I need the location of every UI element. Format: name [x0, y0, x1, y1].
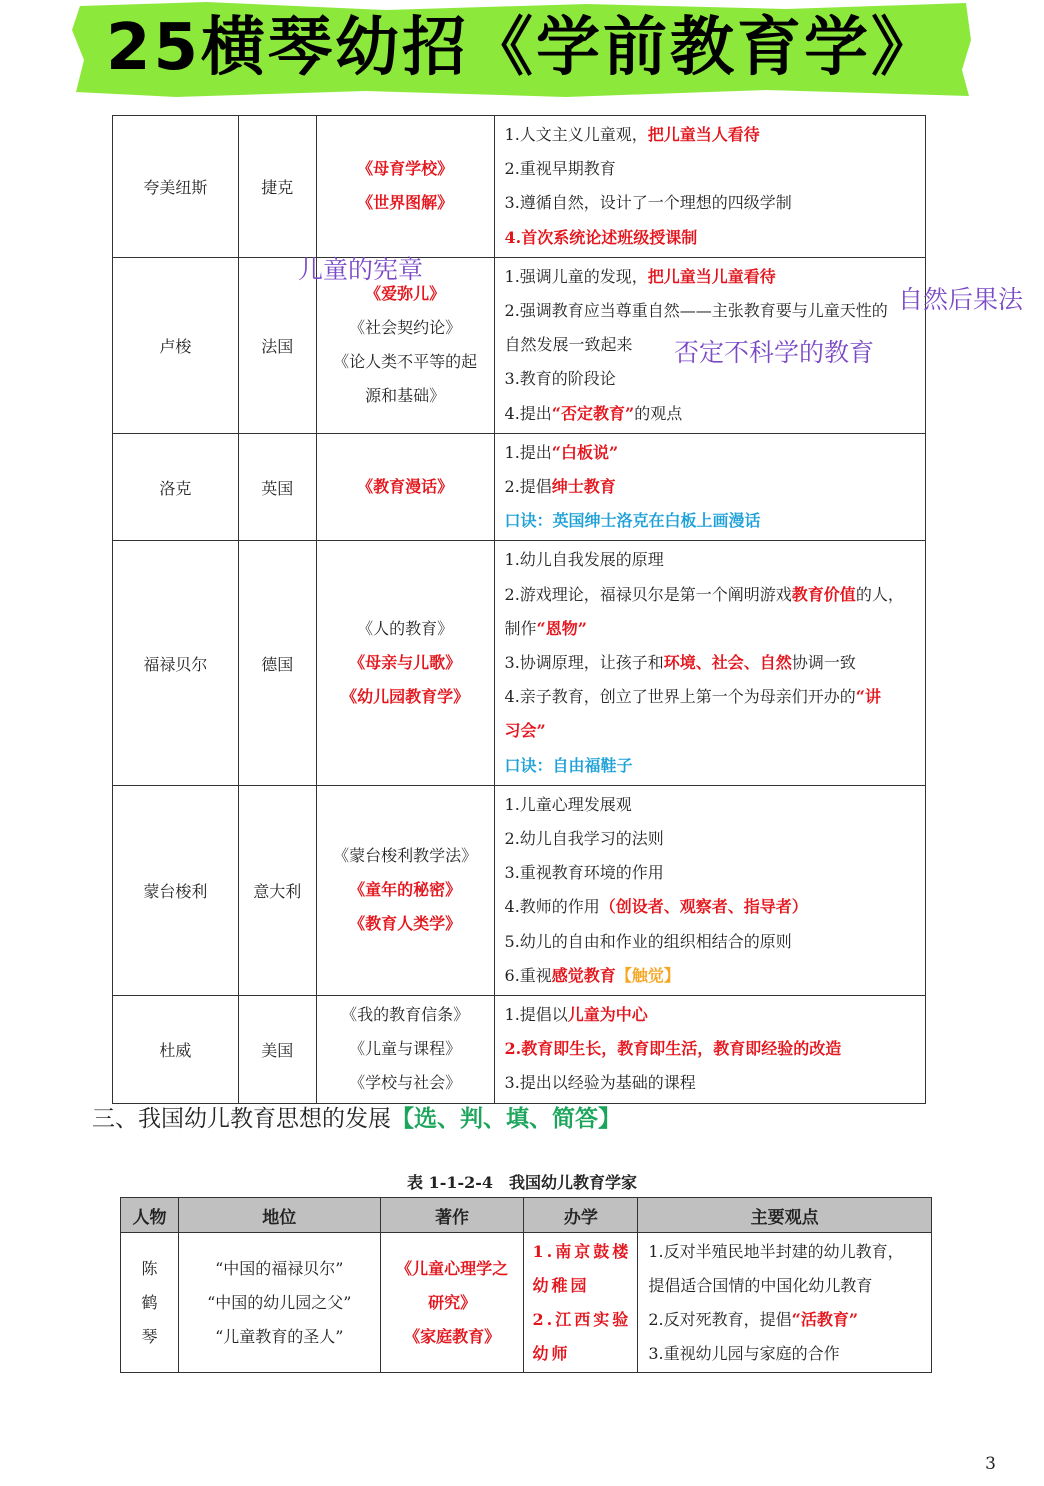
- educator-works: [316, 785, 494, 995]
- chinese-educators-table: [120, 1197, 932, 1373]
- point-line: [505, 822, 915, 856]
- educator-country: 意大利: [238, 785, 316, 995]
- educator-country: 捷克: [238, 116, 316, 258]
- point-line: [505, 470, 915, 504]
- point-text: 4.亲子教育，创立了世界上第一个为母亲们开办的: [504, 687, 856, 707]
- table-row: [113, 785, 926, 995]
- section-heading-tags: 【选、判、填、简答】: [391, 1106, 621, 1132]
- work-title: 《蒙台梭利教学法》: [333, 846, 478, 866]
- educator-points: [494, 116, 925, 258]
- table-row: [113, 996, 926, 1104]
- point-line: [505, 436, 915, 470]
- educator-name: 杜威: [113, 996, 239, 1104]
- work-line: 《儿童心理学之: [396, 1258, 509, 1278]
- school-line: 2.江西实验: [532, 1309, 632, 1329]
- point-line: [505, 856, 915, 890]
- highlight-text: “讲: [855, 687, 882, 707]
- highlight-text: 口诀：自由福鞋子: [504, 755, 633, 775]
- point-text: 1.强调儿童的发现，: [504, 266, 648, 286]
- point-text: 2.游戏理论，福禄贝尔是第一个阐明游戏: [504, 584, 792, 604]
- point-text: 3.提出以经验为基础的课程: [504, 1073, 696, 1093]
- highlight-text: 【触觉】: [615, 965, 680, 985]
- educator-works: [316, 996, 494, 1104]
- point-text: 2.反对死教育，提倡: [648, 1309, 792, 1329]
- educator-name: 卢梭: [113, 257, 239, 433]
- point-text: 3.教育的阶段论: [504, 369, 616, 389]
- work-title: 《社会契约论》: [349, 318, 462, 338]
- status-line: “中国的福禄贝尔”: [215, 1258, 344, 1278]
- point-text: 1.提出: [504, 442, 552, 462]
- header-person: 人物: [121, 1198, 179, 1233]
- work-title: 《爱弥儿》: [365, 284, 446, 304]
- point-text: 的人，: [855, 584, 904, 604]
- point-text: 3.协调原理，让孩子和: [504, 653, 664, 673]
- point-line: [505, 186, 915, 220]
- point-text: 自然发展一致起来: [504, 335, 633, 355]
- educator-country: 法国: [238, 257, 316, 433]
- point-text: 3.遵循自然，设计了一个理想的四级学制: [504, 193, 792, 213]
- point-line: [505, 890, 915, 924]
- school-line: 幼师: [532, 1343, 571, 1363]
- point-line: [505, 578, 915, 612]
- work-title: 《论人类不平等的起: [333, 352, 478, 372]
- schools-cell: [524, 1233, 638, 1373]
- point-text: 提倡适合国情的中国化幼儿教育: [648, 1275, 873, 1295]
- educator-country: 英国: [238, 433, 316, 541]
- highlight-text: “恩物”: [536, 618, 587, 638]
- point-text: 3.重视幼儿园与家庭的合作: [648, 1343, 840, 1363]
- annotation-natural-consequence: 自然后果法: [898, 285, 1024, 314]
- point-text: 1.人文主义儿童观，: [504, 125, 648, 144]
- highlight-text: “否定教育”: [551, 403, 635, 423]
- point-line: [505, 680, 915, 714]
- point-text: 制作: [504, 618, 537, 638]
- highlight-text: 2.教育即生长，教育即生活，教育即经验的改造: [504, 1039, 842, 1059]
- educator-works: [316, 433, 494, 541]
- page-number: 3: [985, 1454, 996, 1474]
- work-title: 源和基础》: [365, 386, 446, 406]
- work-title: 《幼儿园教育学》: [341, 687, 470, 707]
- table-header-row: [121, 1198, 932, 1233]
- point-line: [505, 543, 915, 577]
- person-name-cell: [121, 1233, 179, 1373]
- highlight-text: 儿童为中心: [567, 1005, 648, 1025]
- educator-name: 蒙台梭利: [113, 785, 239, 995]
- point-line: [505, 1066, 915, 1100]
- point-line: [648, 1303, 931, 1337]
- educator-name: 福禄贝尔: [113, 541, 239, 785]
- work-title: 《学校与社会》: [349, 1073, 462, 1093]
- status-cell: [178, 1233, 380, 1373]
- name-char: 琴: [141, 1326, 158, 1346]
- educator-country: 美国: [238, 996, 316, 1104]
- point-line: [505, 152, 915, 186]
- point-line: [505, 260, 915, 294]
- section-heading: [92, 1100, 621, 1133]
- educator-points: [494, 541, 925, 785]
- work-title: 《人的教育》: [357, 619, 454, 639]
- point-text: 3.重视教育环境的作用: [504, 863, 664, 883]
- title-banner: [66, 0, 978, 100]
- point-text: 1.儿童心理发展观: [504, 794, 632, 814]
- point-line: [505, 294, 915, 328]
- educator-points: [494, 996, 925, 1104]
- work-title: 《儿童与课程》: [349, 1039, 462, 1059]
- point-text: 2.重视早期教育: [504, 159, 616, 179]
- point-line: [505, 118, 915, 152]
- work-title: 《教育人类学》: [349, 914, 462, 934]
- educator-works: [316, 541, 494, 785]
- highlight-text: 把儿童当儿童看待: [647, 266, 776, 286]
- point-line: [505, 998, 915, 1032]
- point-text: 6.重视: [504, 965, 552, 985]
- educator-works: [316, 116, 494, 258]
- status-line: “儿童教育的圣人”: [215, 1326, 344, 1346]
- point-text: 2.强调教育应当尊重自然——主张教育要与儿童天性的: [504, 301, 888, 321]
- banner-title: 25横琴幼招《学前教育学》: [105, 11, 939, 85]
- educator-country: 德国: [238, 541, 316, 785]
- table-row: [121, 1233, 932, 1373]
- point-line: [505, 788, 915, 822]
- point-text: 1.反对半殖民地半封建的幼儿教育，: [648, 1241, 904, 1261]
- section-heading-text: 三、我国幼儿教育思想的发展: [92, 1106, 391, 1132]
- header-schools: 办学: [524, 1198, 638, 1233]
- work-line: 《家庭教育》: [404, 1326, 501, 1346]
- educator-points: [494, 785, 925, 995]
- work-title: 《童年的秘密》: [349, 880, 462, 900]
- highlight-text: 口诀：英国绅士洛克在白板上画漫话: [504, 511, 761, 531]
- point-line: [648, 1337, 931, 1371]
- educator-name: 夸美纽斯: [113, 116, 239, 258]
- work-line: 研究》: [428, 1292, 477, 1312]
- highlight-text: “活教育”: [791, 1309, 859, 1329]
- annotation-child-charter: 儿童的宪章: [298, 255, 424, 284]
- works-cell: [380, 1233, 524, 1373]
- point-line: [505, 504, 915, 538]
- point-text: 的观点: [634, 403, 683, 423]
- highlight-text: “白板说”: [551, 442, 619, 462]
- table-row: [113, 116, 926, 258]
- highlight-text: （创设者、观察者、指导者）: [599, 897, 808, 917]
- western-educators-table: [112, 115, 926, 1104]
- point-line: [505, 749, 915, 783]
- point-line: [505, 714, 915, 748]
- name-char: 鹤: [141, 1292, 158, 1312]
- annotation-deny-unscientific: 否定不科学的教育: [674, 338, 875, 367]
- table-row: [113, 433, 926, 541]
- work-title: 《母亲与儿歌》: [349, 653, 462, 673]
- point-line: [505, 925, 915, 959]
- educator-name: 洛克: [113, 433, 239, 541]
- header-views: 主要观点: [638, 1198, 932, 1233]
- work-title: 《世界图解》: [357, 193, 454, 213]
- point-text: 2.提倡: [504, 477, 552, 497]
- highlight-text: 习会”: [504, 721, 546, 741]
- educator-points: [494, 433, 925, 541]
- highlight-text: 4.首次系统论述班级授课制: [504, 227, 698, 247]
- point-text: 协调一致: [791, 653, 856, 673]
- school-line: 1.南京鼓楼: [532, 1241, 632, 1261]
- status-line: “中国的幼儿园之父”: [207, 1292, 352, 1312]
- point-line: [505, 397, 915, 431]
- header-status: 地位: [178, 1198, 380, 1233]
- work-title: 《母育学校》: [357, 159, 454, 179]
- highlight-text: 把儿童当人看待: [647, 125, 760, 144]
- work-title: 《教育漫话》: [357, 477, 454, 497]
- point-line: [505, 646, 915, 680]
- point-text: 1.幼儿自我发展的原理: [504, 550, 664, 570]
- table-row: [113, 541, 926, 785]
- highlight-text: 教育价值: [791, 584, 856, 604]
- point-text: 1.提倡以: [504, 1005, 568, 1025]
- point-text: 2.幼儿自我学习的法则: [504, 829, 664, 849]
- point-text: 5.幼儿的自由和作业的组织相结合的原则: [504, 931, 792, 951]
- views-cell: [638, 1233, 932, 1373]
- point-text: 4.提出: [504, 403, 552, 423]
- point-line: [648, 1235, 931, 1269]
- point-line: [648, 1269, 931, 1303]
- point-line: [505, 959, 915, 993]
- point-line: [505, 612, 915, 646]
- school-line: 幼稚园: [532, 1275, 590, 1295]
- highlight-text: 感觉教育: [551, 965, 616, 985]
- header-works: 著作: [380, 1198, 524, 1233]
- highlight-text: 环境、社会、自然: [663, 653, 792, 673]
- point-line: [505, 221, 915, 255]
- table-caption: 表 1-1-2-4 我国幼儿教育学家: [406, 1173, 638, 1192]
- work-title: 《我的教育信条》: [341, 1005, 470, 1025]
- point-line: [505, 1032, 915, 1066]
- highlight-text: 绅士教育: [551, 477, 616, 497]
- point-text: 4.教师的作用: [504, 897, 600, 917]
- name-char: 陈: [141, 1258, 158, 1278]
